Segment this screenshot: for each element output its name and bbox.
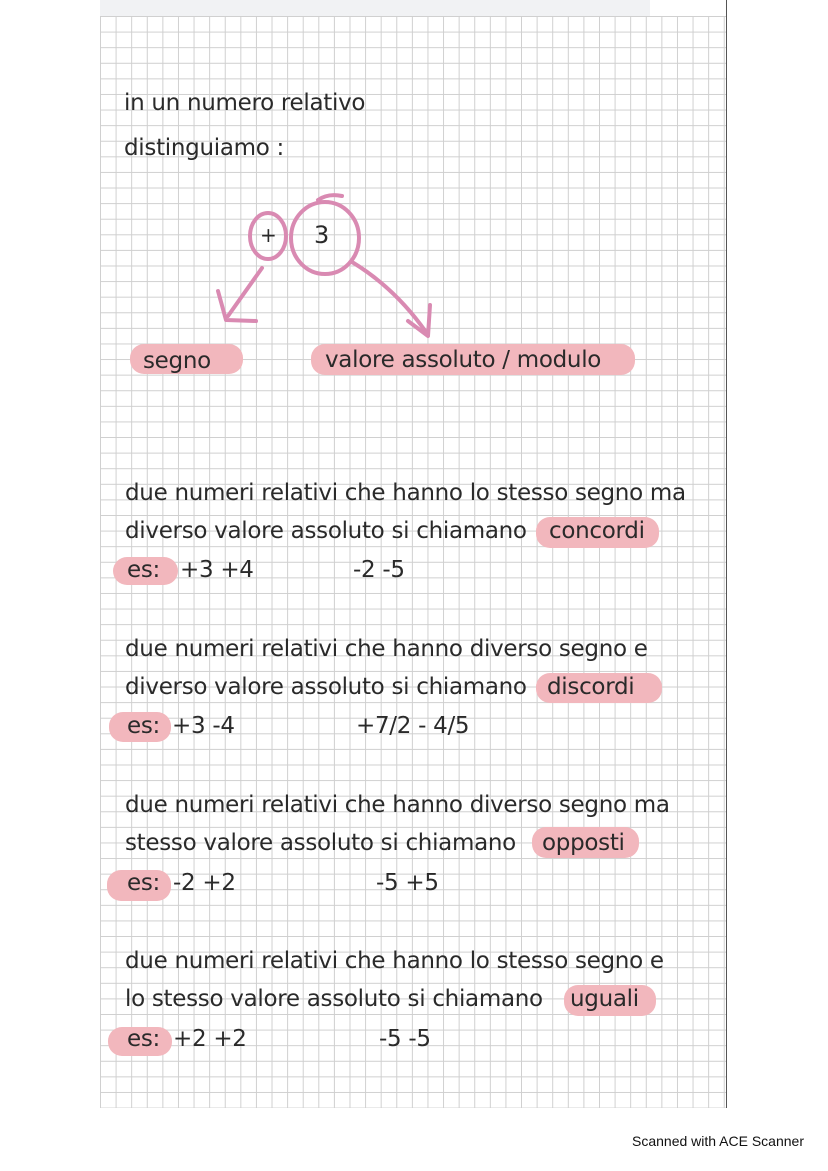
term-opposti: opposti: [542, 830, 625, 856]
example-3a: -2 +2: [173, 870, 236, 896]
term-concordi: concordi: [549, 518, 645, 544]
es-label-2: es:: [127, 713, 160, 739]
section-1-line-2: diverso valore assoluto si chiamano: [125, 518, 527, 544]
es-label-1: es:: [127, 557, 160, 583]
section-3-line-2: stesso valore assoluto si chiamano: [125, 830, 516, 856]
section-3-line-1: due numeri relativi che hanno diverso segno ma: [125, 792, 670, 818]
example-4b: -5 -5: [379, 1026, 431, 1052]
es-label-3: es:: [127, 870, 160, 896]
example-1b: -2 -5: [353, 557, 405, 583]
intro-line-1: in un numero relativo: [124, 90, 366, 116]
section-2-line-2: diverso valore assoluto si chiamano: [125, 674, 527, 700]
section-4-line-1: due numeri relativi che hanno lo stesso segno e: [125, 948, 664, 974]
sign-label: segno: [143, 348, 211, 374]
section-1-line-1: due numeri relativi che hanno lo stesso segno ma: [125, 480, 686, 506]
term-discordi: discordi: [547, 674, 635, 700]
example-2b: +7/2 - 4/5: [356, 713, 470, 739]
example-4a: +2 +2: [173, 1026, 247, 1052]
section-4-line-2: lo stesso valore assoluto si chiamano: [125, 986, 543, 1012]
page-edge-line: [726, 0, 727, 1108]
example-1a: +3 +4: [180, 557, 254, 583]
value-symbol: 3: [314, 221, 330, 249]
sign-symbol: +: [260, 223, 277, 247]
es-label-4: es:: [127, 1026, 160, 1052]
example-2a: +3 -4: [172, 713, 235, 739]
term-uguali: uguali: [570, 986, 639, 1012]
scanner-watermark: Scanned with ACE Scanner: [632, 1133, 804, 1149]
value-label: valore assoluto / modulo: [325, 347, 602, 373]
intro-line-2: distinguiamo :: [124, 135, 284, 161]
example-3b: -5 +5: [376, 870, 439, 896]
section-2-line-1: due numeri relativi che hanno diverso segno e: [125, 636, 648, 662]
